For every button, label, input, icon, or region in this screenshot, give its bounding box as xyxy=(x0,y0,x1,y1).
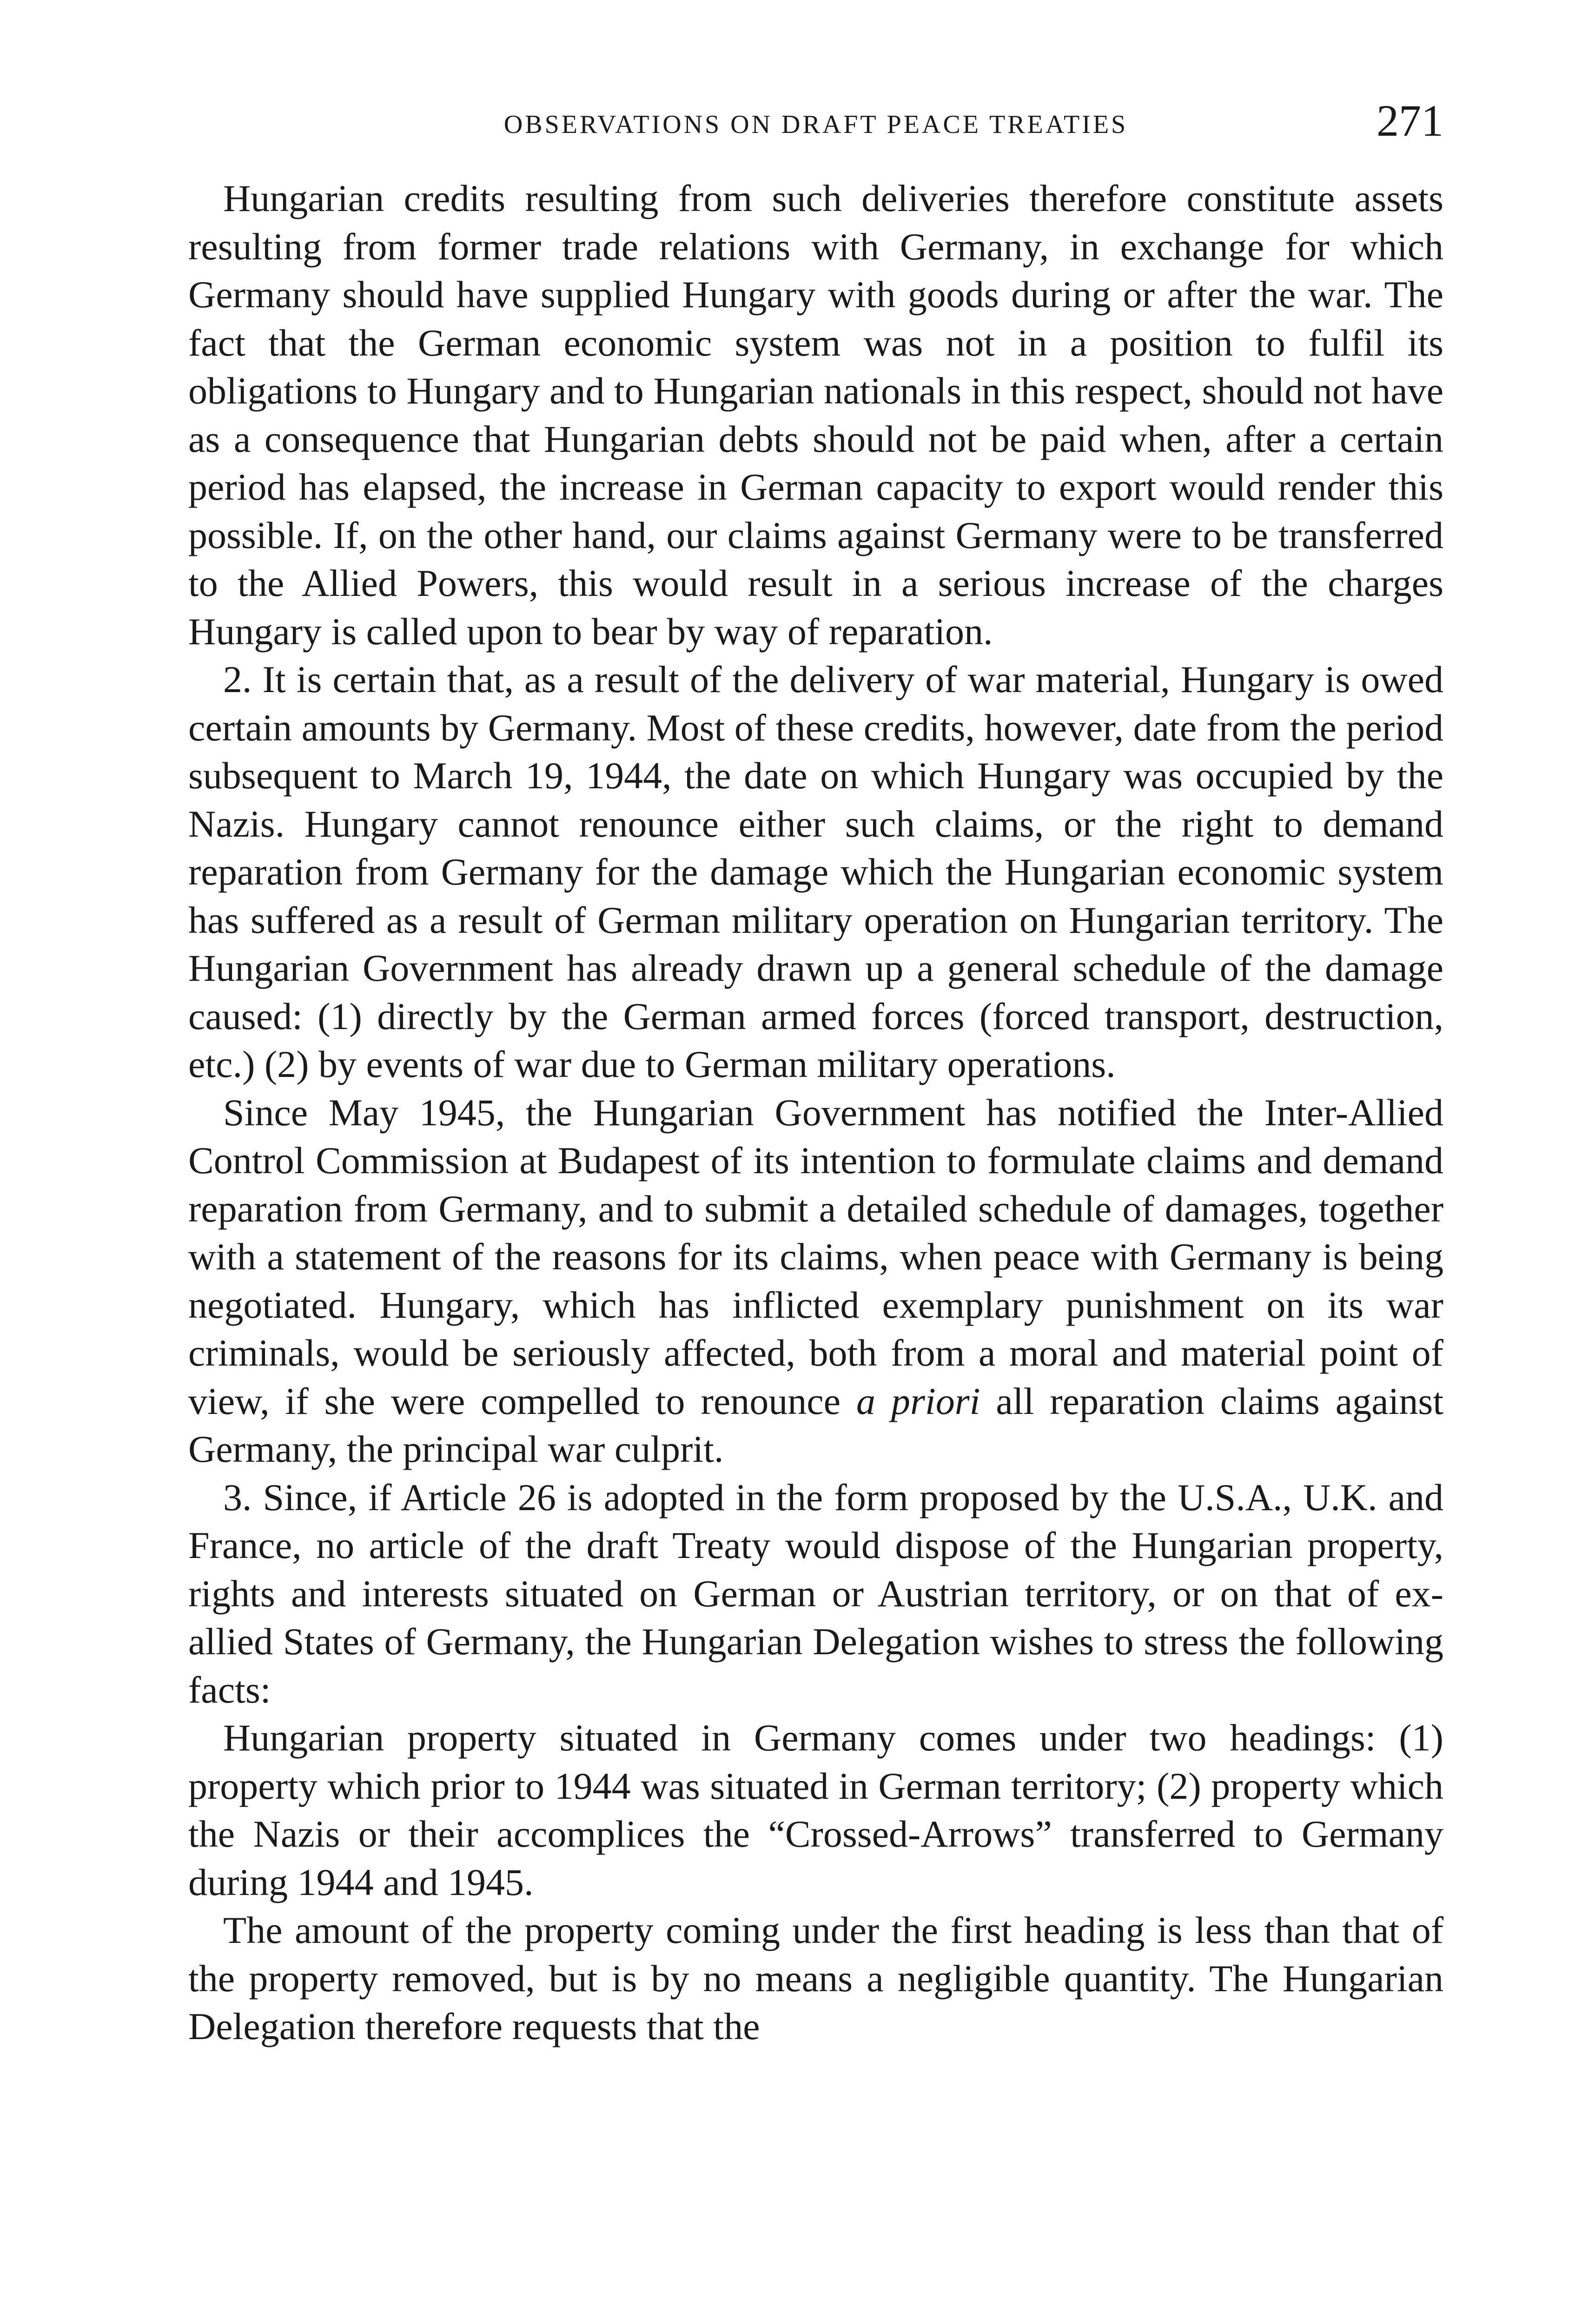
paragraph-reparation-claims xyxy=(188,1089,1443,1473)
paragraph-property-headings: Hungarian property situated in Germany comes under two headings: (1) property which prior to 1944 was situated in German territory; (2) property which the Nazis or their accomplices the “Crossed-Arrows” transferred to Germany during 1944 and 1945. xyxy=(188,1717,1443,1903)
paragraph-war-material: 2. It is certain that, as a result of the delivery of war material, Hungary is owed certain amounts by Germany. Most of these credits, however, date from the period subsequent to March 19, 1944, the date on which Hungary was occupied by the Nazis. Hungary cannot renounce either such claims, or the right to demand reparation from Germany for the damage which the Hungarian economic system has suffered as a result of German military operation on Hungarian territory. The Hungarian Government has already drawn up a general schedule of the damage caused: (1) directly by the German armed forces (forced transport, destruction, etc.) (2) by events of war due to German military operations. xyxy=(188,658,1443,1085)
running-head xyxy=(188,91,1443,151)
paragraph-credits: Hungarian credits resulting from such deliveries therefore constitute assets resulting from former trade relations with Germany, in exchange for which Germany should have supplied Hungary with goods during or after the war. The fact that the German economic system was not in a position to fulfil its obligations to Hungary and to Hungarian nationals in this respect, should not have as a consequence that Hungarian debts should not be paid when, after a certain period has elapsed, the increase in German capacity to export would render this possible. If, on the other hand, our claims against Germany were to be transferred to the Allied Powers, this would result in a serious increase of the charges Hungary is called upon to bear by way of reparation. xyxy=(188,177,1443,653)
paragraph-article-26: 3. Since, if Article 26 is adopted in the form proposed by the U.S.A., U.K. and France, no article of the draft Treaty would dispose of the Hungarian property, rights and interests situated on German or Austrian territory, or on that of ex-allied States of Germany, the Hungarian Delegation wishes to stress the following facts: xyxy=(188,1476,1443,1711)
body-text xyxy=(188,174,1443,2051)
paragraph-property-amount: The amount of the property coming under the first heading is less than that of the property removed, but is by no means a negligible quantity. The Hungarian Delegation therefore requests that the xyxy=(188,1909,1443,2047)
paragraph-text-segment: all reparation claims against Germany, the principal war culprit. xyxy=(188,1380,1444,1470)
paragraph-text-segment: Since May 1945, the Hungarian Government has notified the Inter-Allied Control Commission at Budapest of its intention to formulate claims and demand reparation from Germany, and to submit a detailed schedule of damages, together with a statement of the reasons for its claims, when peace with Germany is being negotiated. Hungary, which has inflicted exemplary punishment on its war criminals, would be seriously affected, both from a moral and material point of view, if she were compelled to renounce xyxy=(188,1091,1443,1422)
italic-phrase: a priori xyxy=(856,1380,980,1422)
page-number: 271 xyxy=(1377,96,1443,145)
running-title: OBSERVATIONS ON DRAFT PEACE TREATIES xyxy=(503,110,1128,139)
